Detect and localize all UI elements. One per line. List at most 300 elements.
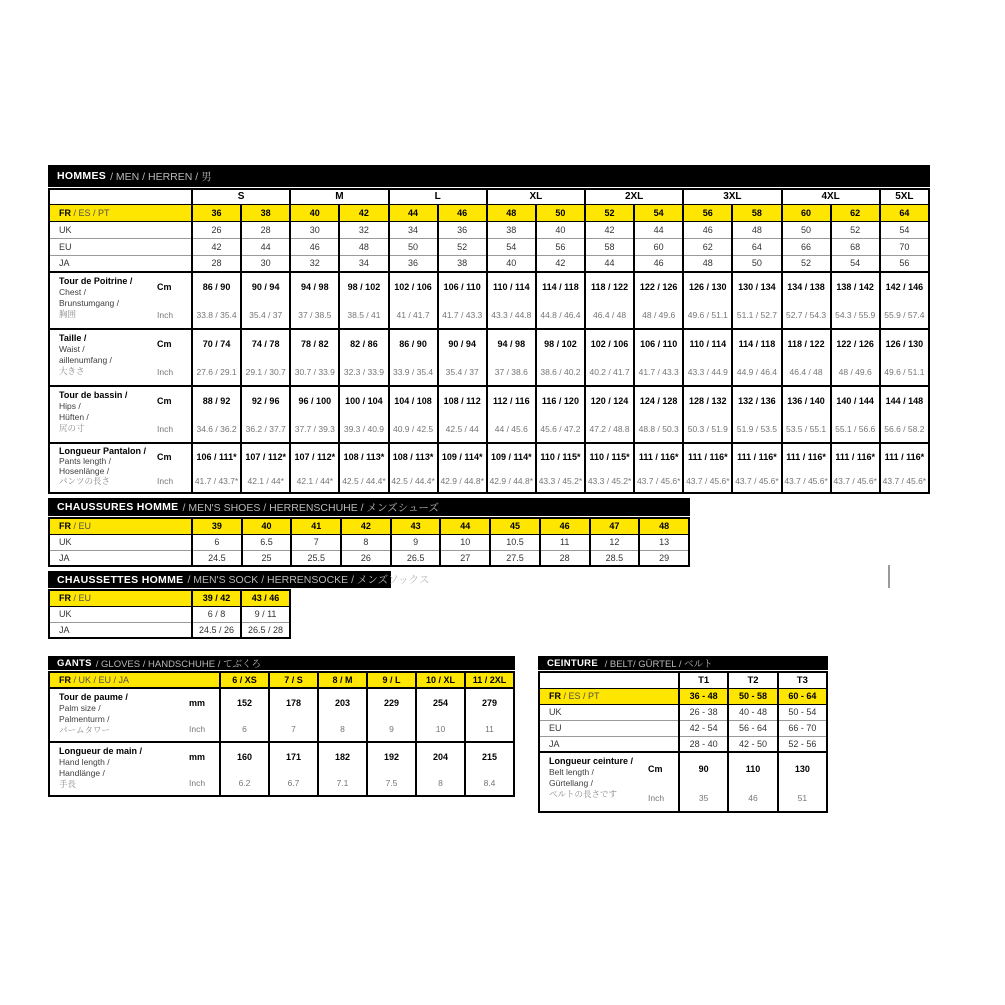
- section-men-shoes: [48, 498, 690, 567]
- measurement-value-bottom: 27.6 / 29.1: [196, 366, 237, 377]
- measurement-value-bottom: 7: [291, 723, 296, 734]
- measurement-value-top: 78 / 82: [301, 339, 329, 350]
- size-value-cell: 42 - 54: [679, 720, 728, 736]
- measurement-value-top: 108 / 113*: [343, 451, 385, 462]
- size-value-cell: 9: [391, 534, 441, 550]
- size-value-cell: 45: [490, 518, 540, 534]
- unit-column: [189, 743, 219, 795]
- measurement-value-bottom: 8: [438, 777, 443, 788]
- fr-size-row-label: [49, 518, 192, 534]
- size-value-cell: 44: [634, 221, 683, 238]
- measurement-value-bottom: 37 / 38.6: [494, 366, 528, 377]
- title-primary: CHAUSSURES HOMME: [57, 501, 179, 513]
- measurement-value-top: 108 / 112: [443, 396, 481, 407]
- measurement-value-bottom: 43.7 / 45.6*: [833, 475, 877, 486]
- size-value-cell: 43: [391, 518, 441, 534]
- unit-label-top: Cm: [157, 396, 172, 407]
- measurement-value-cell: [683, 329, 732, 386]
- measurement-value-bottom: 43.7 / 45.6*: [636, 475, 681, 486]
- measurement-value-bottom: 6: [242, 723, 247, 734]
- measurement-value-cell: [634, 329, 683, 386]
- belt-title-bar: [538, 656, 828, 670]
- title-primary: CEINTURE: [547, 657, 598, 669]
- measurement-value-top: 110 / 115*: [589, 451, 630, 462]
- size-value-cell: 10 / XL: [416, 672, 465, 688]
- measurement-value-top: 118 / 122: [787, 339, 825, 350]
- measurement-label-fr: Taille /: [59, 333, 87, 343]
- size-value-cell: 6.5: [242, 534, 292, 550]
- row-label-secondary: / EU: [71, 521, 92, 532]
- measurement-value-top: 111 / 116*: [884, 451, 925, 462]
- gloves-table: [48, 671, 515, 797]
- measurement-label-line: Belt length /: [549, 767, 594, 777]
- size-value-cell: 42: [341, 518, 391, 534]
- measurement-value-bottom: 42.1 / 44*: [247, 475, 284, 486]
- size-value-cell: 9 / L: [367, 672, 416, 688]
- measurement-value-bottom: 6.7: [287, 777, 300, 788]
- measurement-value-top: 86 / 90: [202, 282, 231, 293]
- fr-size-row-label: [49, 672, 220, 688]
- measurement-value-bottom: 50.3 / 51.9: [687, 423, 728, 434]
- measurement-value-cell: [679, 752, 728, 812]
- size-value-cell: 42 - 50: [728, 736, 777, 752]
- measurement-value-bottom: 35.4 / 37: [249, 309, 283, 320]
- unit-column: [189, 689, 219, 741]
- measurement-value-cell: [782, 329, 831, 386]
- size-group-label: S: [192, 189, 290, 204]
- measurement-label-fr: Tour de paume /: [59, 692, 128, 702]
- region-row-label: JA: [49, 255, 192, 272]
- measurement-label-line: Pants length /: [59, 456, 111, 466]
- column-header-cell: T3: [778, 672, 827, 688]
- unit-label-top: mm: [189, 751, 206, 762]
- size-value-cell: 24.5: [192, 550, 242, 566]
- unit-column: [157, 444, 191, 492]
- measurement-value-top: 102 / 106: [394, 282, 432, 293]
- size-value-cell: 47: [590, 518, 640, 534]
- measurement-value-top: 171: [285, 751, 302, 762]
- measurement-value-top: 114 / 118: [542, 282, 579, 293]
- measurement-value-cell: [634, 272, 683, 329]
- measurement-label-line: Hand length /: [59, 757, 110, 767]
- measurement-row: [49, 742, 514, 796]
- size-value-cell: 25: [242, 550, 292, 566]
- measurement-row: [49, 688, 514, 742]
- measurement-value-cell: [290, 386, 339, 443]
- measurement-value-cell: [192, 329, 241, 386]
- size-value-cell: 40: [290, 204, 339, 221]
- measurement-value-bottom: 41.7 / 43.3: [638, 366, 679, 377]
- measurement-label: [540, 753, 648, 811]
- title-primary: GANTS: [57, 657, 92, 669]
- size-value-cell: 56: [683, 204, 732, 221]
- fr-size-row: [49, 590, 290, 606]
- measurement-value-cell: [465, 742, 514, 796]
- measurement-label: [50, 444, 157, 492]
- measurement-label-fr: Longueur ceinture /: [549, 756, 634, 766]
- measurement-value-top: 106 / 111*: [196, 451, 237, 462]
- region-row-label: UK: [49, 221, 192, 238]
- measurement-value-top: 182: [334, 751, 351, 762]
- size-value-cell: 6: [192, 534, 242, 550]
- measurement-value-cell: [192, 443, 241, 493]
- measurement-label-fr: Longueur Pantalon /: [59, 446, 146, 456]
- measurement-value-top: 279: [481, 697, 498, 708]
- measurement-value-bottom: 10: [435, 723, 446, 734]
- measurement-label-ja: ベルトの長さです: [549, 789, 618, 799]
- region-size-row: [49, 550, 689, 566]
- size-value-cell: 41: [291, 518, 341, 534]
- fr-size-row: [49, 204, 929, 221]
- measurement-value-bottom: 53.5 / 55.1: [785, 423, 827, 434]
- measurement-value-top: 109 / 114*: [491, 451, 532, 462]
- region-size-row: [49, 255, 929, 272]
- measurement-value-bottom: 43.7 / 45.6*: [735, 475, 779, 486]
- measurement-value-cell: [585, 272, 634, 329]
- measurement-value-cell: [487, 386, 536, 443]
- measurement-value-top: 114 / 118: [738, 339, 776, 350]
- column-header-cell: T2: [728, 672, 777, 688]
- measurement-value-cell: [438, 386, 487, 443]
- measurement-value-bottom: 43.3 / 45.2*: [587, 475, 632, 486]
- measurement-value-bottom: 47.2 / 48.8: [589, 423, 630, 434]
- measurement-value-cell: [438, 272, 487, 329]
- measurement-value-bottom: 43.3 / 45.2*: [538, 475, 583, 486]
- fr-size-row-label: [49, 204, 192, 221]
- measurement-value-cell: [339, 272, 388, 329]
- measurement-value-cell: [880, 272, 929, 329]
- size-value-cell: 11: [540, 534, 590, 550]
- measurement-label-cell: [49, 742, 220, 796]
- measurement-value-cell: [732, 386, 781, 443]
- region-size-row: [539, 704, 827, 720]
- size-value-cell: 48: [732, 221, 781, 238]
- measurement-value-cell: [367, 688, 416, 742]
- size-value-cell: 70: [880, 238, 929, 255]
- measurement-row: [49, 272, 929, 329]
- size-value-cell: 24.5 / 26: [192, 622, 241, 638]
- size-value-cell: 29: [639, 550, 689, 566]
- measurement-value-cell: [339, 329, 388, 386]
- size-value-cell: 48: [683, 255, 732, 272]
- measurement-label-line: aillenumfang /: [59, 355, 112, 365]
- measurement-value-cell: [220, 742, 269, 796]
- measurement-value-cell: [536, 443, 585, 493]
- size-value-cell: 42: [192, 238, 241, 255]
- measurement-value-bottom: 36.2 / 37.7: [245, 423, 286, 434]
- size-value-cell: 38: [487, 221, 536, 238]
- size-value-cell: 40: [242, 518, 292, 534]
- size-value-cell: 10.5: [490, 534, 540, 550]
- measurement-value-top: 106 / 110: [640, 339, 678, 350]
- size-value-cell: 48: [487, 204, 536, 221]
- measurement-value-cell: [487, 329, 536, 386]
- row-label-primary: FR: [59, 521, 71, 532]
- measurement-value-top: 126 / 130: [885, 339, 924, 350]
- measurement-value-bottom: 42.5 / 44: [445, 423, 479, 434]
- men-socks-title-bar: [48, 571, 430, 588]
- measurement-value-bottom: 32.3 / 33.9: [343, 366, 385, 377]
- measurement-value-cell: [732, 329, 781, 386]
- measurement-value-top: 104 / 108: [394, 396, 432, 407]
- measurement-value-bottom: 52.7 / 54.3: [785, 309, 827, 320]
- measurement-value-top: 122 / 126: [639, 282, 678, 293]
- measurement-value-top: 160: [236, 751, 253, 762]
- measurement-value-cell: [389, 386, 438, 443]
- size-value-cell: 26 - 38: [679, 704, 728, 720]
- measurement-value-cell: [438, 329, 487, 386]
- men-sizes-title-bar: [48, 165, 930, 187]
- size-value-cell: 54: [634, 204, 683, 221]
- measurement-value-cell: [831, 386, 880, 443]
- size-value-cell: 6 / 8: [192, 606, 241, 622]
- measurement-value-bottom: 43.7 / 45.6*: [882, 475, 927, 486]
- measurement-value-bottom: 48 / 49.6: [838, 366, 872, 377]
- unit-label-bottom: Inch: [157, 309, 174, 320]
- measurement-value-cell: [487, 443, 536, 493]
- unit-label-top: mm: [189, 697, 206, 708]
- measurement-value-top: 107 / 112*: [245, 451, 286, 462]
- fr-size-row: [539, 688, 827, 704]
- measurement-value-bottom: 42.1 / 44*: [296, 475, 333, 486]
- size-value-cell: 26: [192, 221, 241, 238]
- size-value-cell: 30: [290, 221, 339, 238]
- measurement-value-cell: [831, 272, 880, 329]
- region-row-label: JA: [539, 736, 679, 752]
- measurement-value-top: 92 / 96: [251, 396, 280, 407]
- measurement-value-bottom: 30.7 / 33.9: [294, 366, 335, 377]
- measurement-value-cell: [536, 272, 585, 329]
- measurement-value-top: 130 / 134: [738, 282, 776, 293]
- measurement-value-top: 142 / 146: [885, 282, 924, 293]
- size-value-cell: 25.5: [291, 550, 341, 566]
- section-gloves: [48, 656, 515, 797]
- unit-label-bottom: Inch: [189, 723, 206, 734]
- measurement-row: [539, 752, 827, 812]
- measurement-label-line: Gürtellang /: [549, 778, 593, 788]
- size-value-cell: 8 / M: [318, 672, 367, 688]
- measurement-value-bottom: 45.6 / 47.2: [540, 423, 581, 434]
- size-value-cell: 52: [831, 221, 880, 238]
- measurement-value-top: 138 / 142: [836, 282, 874, 293]
- size-value-cell: 54: [880, 221, 929, 238]
- size-value-cell: 11 / 2XL: [465, 672, 514, 688]
- section-men-sizes: [48, 165, 930, 494]
- size-value-cell: 60: [634, 238, 683, 255]
- unit-column: [648, 753, 678, 811]
- measurement-value-top: 126 / 130: [689, 282, 727, 293]
- measurement-value-bottom: 46.4 / 48: [789, 366, 823, 377]
- size-group-header-row: [49, 189, 929, 204]
- size-value-cell: 30: [241, 255, 290, 272]
- measurement-value-bottom: 33.8 / 35.4: [196, 309, 237, 320]
- measurement-value-cell: [389, 272, 438, 329]
- section-belt: [538, 656, 828, 813]
- region-size-row: [539, 720, 827, 736]
- measurement-value-top: 128 / 132: [689, 396, 727, 407]
- measurement-value-top: 94 / 98: [301, 282, 329, 293]
- measurement-label-ja: 胸囲: [59, 309, 77, 319]
- size-value-cell: 48: [639, 518, 689, 534]
- measurement-value-bottom: 42.9 / 44.8*: [440, 475, 484, 486]
- measurement-value-bottom: 9: [389, 723, 394, 734]
- measurement-value-top: 90: [698, 764, 709, 775]
- size-value-cell: 28: [540, 550, 590, 566]
- region-row-label: JA: [49, 550, 192, 566]
- measurement-value-top: 124 / 128: [639, 396, 678, 407]
- size-value-cell: 54: [831, 255, 880, 272]
- size-value-cell: 50 - 54: [778, 704, 827, 720]
- men-shoes-title-bar: [48, 498, 690, 516]
- size-group-label: 3XL: [683, 189, 781, 204]
- measurement-value-bottom: 7.5: [385, 777, 398, 788]
- title-secondary: / MEN'S SOCK / HERRENSOCKE / メンズソックス: [187, 574, 430, 586]
- measurement-value-cell: [269, 688, 318, 742]
- column-header-row: [539, 672, 827, 688]
- row-label-secondary: / UK / EU / JA: [71, 675, 130, 685]
- measurement-label-line: Hüften /: [59, 412, 89, 422]
- region-row-label: UK: [49, 606, 192, 622]
- size-group-label: 4XL: [782, 189, 880, 204]
- measurement-value-bottom: 35.4 / 37: [445, 366, 479, 377]
- size-value-cell: 46: [438, 204, 487, 221]
- measurement-value-cell: [487, 272, 536, 329]
- measurement-label: [50, 273, 157, 328]
- size-value-cell: 46: [683, 221, 732, 238]
- measurement-value-top: 130: [794, 764, 810, 775]
- size-value-cell: 13: [639, 534, 689, 550]
- measurement-value-cell: [290, 443, 339, 493]
- measurement-label-fr: Longueur de main /: [59, 746, 143, 756]
- title-secondary: / GLOVES / HANDSCHUHE / てぶくろ: [95, 659, 261, 670]
- measurement-row: [49, 443, 929, 493]
- measurement-value-top: 134 / 138: [787, 282, 825, 293]
- measurement-label-cell: [49, 329, 192, 386]
- measurement-value-cell: [585, 386, 634, 443]
- size-value-cell: 34: [339, 255, 388, 272]
- size-value-cell: 26.5 / 28: [241, 622, 290, 638]
- measurement-value-top: 109 / 114*: [441, 451, 483, 462]
- measurement-value-top: 111 / 116*: [786, 451, 826, 462]
- measurement-value-bottom: 6.2: [238, 777, 251, 788]
- size-value-cell: 36: [438, 221, 487, 238]
- measurement-value-bottom: 38.5 / 41: [347, 309, 381, 320]
- size-value-cell: 56: [880, 255, 929, 272]
- measurement-label-line: Handlänge /: [59, 768, 105, 778]
- size-value-cell: 54: [487, 238, 536, 255]
- size-value-cell: 38: [438, 255, 487, 272]
- size-value-cell: 39: [192, 518, 242, 534]
- measurement-value-bottom: 41.7 / 43.7*: [194, 475, 239, 486]
- column-header-cell: T1: [679, 672, 728, 688]
- measurement-value-cell: [634, 443, 683, 493]
- measurement-value-cell: [389, 329, 438, 386]
- unit-label-top: Cm: [157, 451, 172, 462]
- measurement-value-top: 178: [285, 697, 302, 708]
- unit-label-bottom: Inch: [157, 423, 174, 434]
- size-value-cell: 50: [389, 238, 438, 255]
- row-label-primary: FR: [59, 675, 71, 685]
- region-size-row: [49, 622, 290, 638]
- unit-label-top: Cm: [157, 339, 172, 350]
- region-row-label: UK: [49, 534, 192, 550]
- measurement-value-bottom: 42.9 / 44.8*: [489, 475, 534, 486]
- stray-tick-mark: [888, 565, 890, 588]
- size-value-cell: 28.5: [590, 550, 640, 566]
- measurement-value-bottom: 35: [698, 793, 709, 804]
- size-group-label: 2XL: [585, 189, 683, 204]
- size-value-cell: 27: [440, 550, 490, 566]
- size-value-cell: 52: [782, 255, 831, 272]
- measurement-value-bottom: 37.7 / 39.3: [294, 423, 335, 434]
- size-value-cell: 50 - 58: [728, 688, 777, 704]
- measurement-value-bottom: 29.1 / 30.7: [245, 366, 286, 377]
- measurement-label-fr: Tour de Poitrine /: [59, 276, 133, 286]
- measurement-value-top: 152: [236, 697, 253, 708]
- size-value-cell: 40: [536, 221, 585, 238]
- measurement-value-bottom: 48 / 49.6: [642, 309, 676, 320]
- measurement-value-bottom: 51.1 / 52.7: [736, 309, 778, 320]
- measurement-value-bottom: 40.2 / 41.7: [589, 366, 630, 377]
- size-value-cell: 50: [536, 204, 585, 221]
- measurement-value-cell: [241, 329, 290, 386]
- measurement-value-cell: [683, 272, 732, 329]
- measurement-value-top: 111 / 116*: [638, 451, 679, 462]
- measurement-value-top: 98 / 102: [347, 282, 381, 293]
- measurement-value-top: 116 / 120: [541, 396, 579, 407]
- measurement-value-cell: [241, 272, 290, 329]
- fr-size-row-label: [49, 590, 192, 606]
- measurement-label-line: Waist /: [59, 344, 85, 354]
- size-value-cell: 40 - 48: [728, 704, 777, 720]
- measurement-value-bottom: 46: [748, 793, 758, 804]
- measurement-value-bottom: 33.9 / 35.4: [392, 366, 434, 377]
- measurement-label: [50, 387, 157, 442]
- measurement-value-cell: [339, 386, 388, 443]
- size-value-cell: 60 - 64: [778, 688, 827, 704]
- measurement-value-cell: [634, 386, 683, 443]
- measurement-value-bottom: 37 / 38.5: [298, 309, 332, 320]
- measurement-value-cell: [732, 272, 781, 329]
- measurement-value-bottom: 54.3 / 55.9: [835, 309, 876, 320]
- measurement-label-line: Hips /: [59, 401, 81, 411]
- measurement-value-top: 90 / 94: [448, 339, 476, 350]
- size-value-cell: 68: [831, 238, 880, 255]
- fr-size-row: [49, 518, 689, 534]
- unit-column: [157, 273, 191, 328]
- belt-table: [538, 671, 828, 813]
- measurement-label-ja: 大きさ: [59, 366, 85, 376]
- measurement-value-bottom: 46.4 / 48: [593, 309, 627, 320]
- row-label-primary: FR: [59, 593, 71, 604]
- measurement-value-bottom: 42.5 / 44.4*: [391, 475, 435, 486]
- measurement-label: [50, 689, 189, 741]
- measurement-value-bottom: 44.8 / 46.4: [540, 309, 581, 320]
- measurement-value-bottom: 38.6 / 40.2: [540, 366, 581, 377]
- size-value-cell: 42: [585, 221, 634, 238]
- unit-label-top: Cm: [648, 764, 663, 775]
- size-value-cell: 58: [732, 204, 781, 221]
- size-value-cell: 32: [339, 221, 388, 238]
- measurement-value-top: 106 / 110: [443, 282, 481, 293]
- measurement-value-top: 102 / 106: [590, 339, 629, 350]
- size-value-cell: 28 - 40: [679, 736, 728, 752]
- measurement-value-top: 98 / 102: [544, 339, 577, 350]
- size-group-label: 5XL: [880, 189, 929, 204]
- measurement-value-bottom: 7.1: [336, 777, 349, 788]
- region-size-row: [49, 221, 929, 238]
- size-value-cell: 36: [192, 204, 241, 221]
